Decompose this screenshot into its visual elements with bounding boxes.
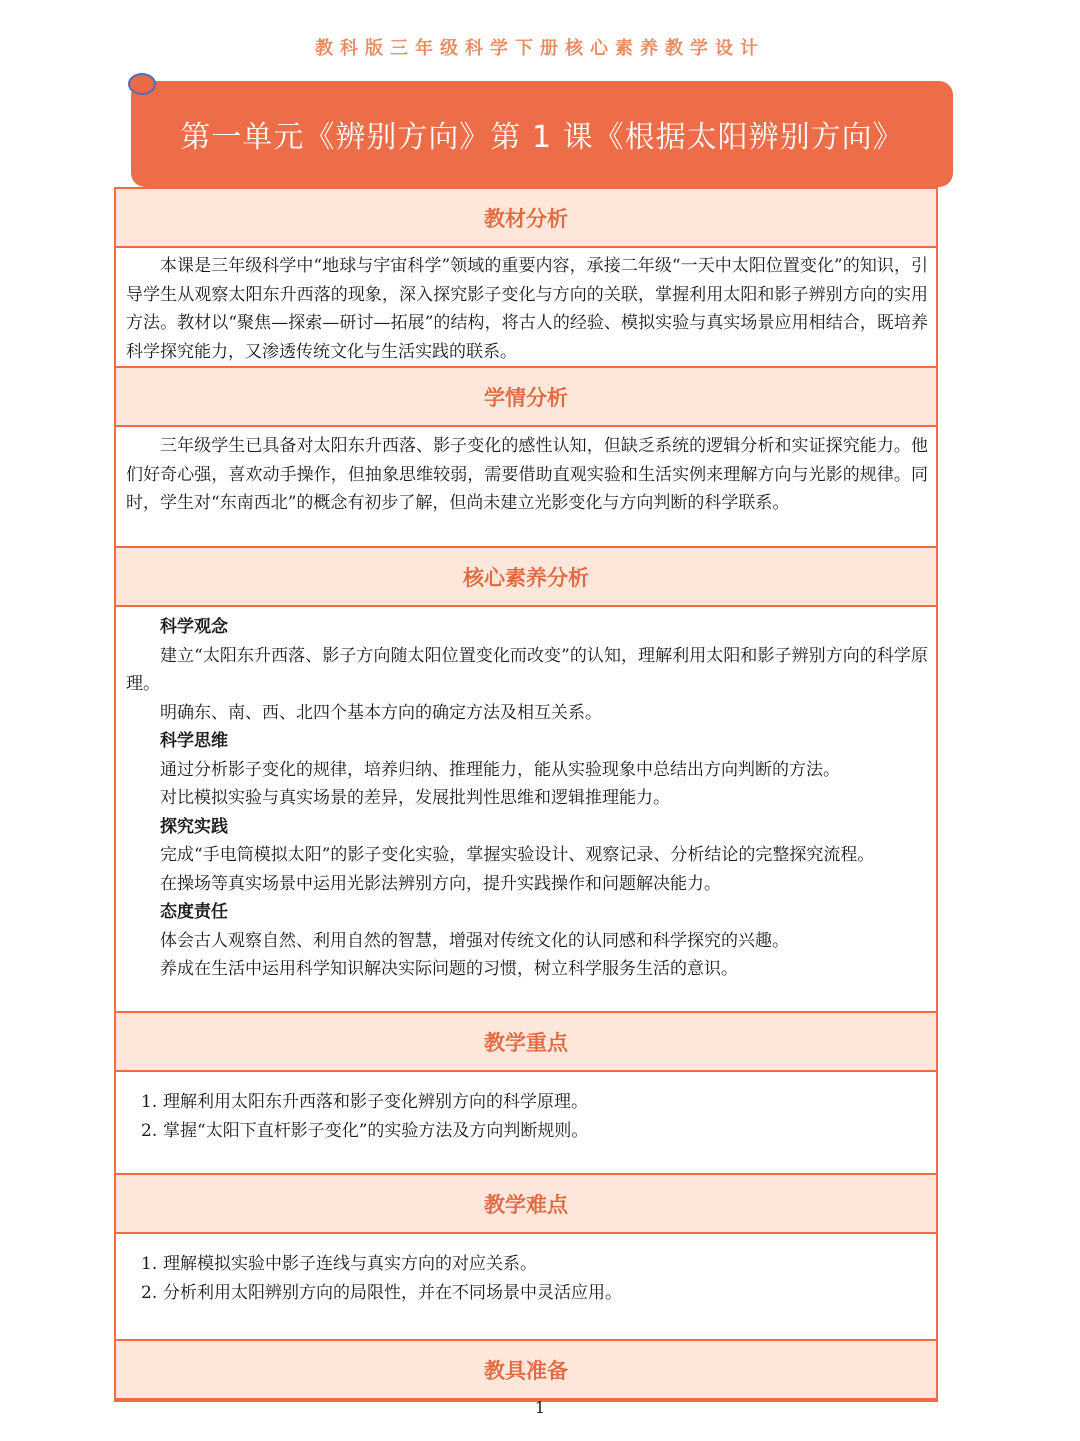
subheading-attitude-responsibility: 态度责任 (160, 902, 228, 922)
competency-paragraph: 通过分析影子变化的规律，培养归纳、推理能力，能从实验现象中总结出方向判断的方法。 (160, 759, 840, 780)
section-heading-difficulties: 教学难点 (116, 1173, 936, 1234)
section-body-learner (116, 427, 936, 546)
difficulties-list (126, 1250, 928, 1307)
competency-paragraph: 体会古人观察自然、利用自然的智慧，增强对传统文化的认同感和科学探究的兴趣。 (160, 930, 789, 951)
page-title: 第一单元《辨别方向》第 1 课《根据太阳辨别方向》 (180, 120, 904, 155)
section-heading-materials-prep: 教具准备 (116, 1339, 936, 1400)
learner-paragraph: 三年级学生已具备对太阳东升西落、影子变化的感性认知，但缺乏系统的逻辑分析和实证探究能力。他们好奇心强，喜欢动手操作，但抽象思维较弱，需要借助直观实验和生活实例来理解方向与光影的规律。同时，学生对“东南西北”的概念有初步了解，但尚未建立光影变化与方向判断的科学联系。 (126, 436, 928, 513)
title-banner (131, 81, 953, 187)
competency-paragraph: 完成“手电筒模拟太阳”的影子变化实验，掌握实验设计、观察记录、分析结论的完整探究流程。 (160, 845, 875, 865)
list-item: 1. 理解利用太阳东升西落和影子变化辨别方向的科学原理。 (141, 1092, 588, 1112)
subheading-science-concept: 科学观念 (160, 617, 228, 637)
key-points-list (126, 1088, 928, 1145)
section-heading-competency: 核心素养分析 (116, 546, 936, 607)
section-body-competency (116, 607, 936, 1011)
list-item: 1. 理解模拟实验中影子连线与真实方向的对应关系。 (141, 1254, 537, 1274)
competency-paragraph: 养成在生活中运用科学知识解决实际问题的习惯，树立科学服务生活的意识。 (160, 959, 738, 979)
running-header: 教科版三年级科学下册核心素养教学设计 (315, 38, 765, 59)
section-heading-learner: 学情分析 (116, 366, 936, 427)
section-body-difficulties (116, 1234, 936, 1339)
competency-paragraph: 对比模拟实验与真实场景的差异，发展批判性思维和逻辑推理能力。 (160, 788, 670, 808)
section-heading-material: 教材分析 (116, 187, 936, 248)
competency-paragraph: 明确东、南、西、北四个基本方向的确定方法及相互关系。 (160, 702, 602, 723)
section-body-key-points (116, 1072, 936, 1173)
list-item: 2. 分析利用太阳辨别方向的局限性，并在不同场景中灵活应用。 (141, 1282, 622, 1303)
page-number: 1 (534, 1398, 546, 1417)
competency-paragraph: 建立“太阳东升西落、影子方向随太阳位置变化而改变”的认知，理解利用太阳和影子辨别方向的科学原理。 (126, 645, 928, 694)
material-paragraph: 本课是三年级科学中“地球与宇宙科学”领域的重要内容，承接二年级“一天中太阳位置变化”的知识，引导学生从观察太阳东升西落的现象，深入探究影子变化与方向的关联，掌握利用太阳和影子辨别方向的实用方法。教材以“聚焦—探索—研讨—拓展”的结构，将古人的经验、模拟实验与真实场景应用相结合，既培养科学探究能力，又渗透传统文化与生活实践的联系。 (126, 256, 928, 362)
section-body-material (116, 248, 936, 366)
subheading-science-thinking: 科学思维 (160, 731, 228, 751)
competency-paragraph: 在操场等真实场景中运用光影法辨别方向，提升实践操作和问题解决能力。 (160, 873, 721, 894)
lesson-table (114, 187, 938, 1402)
list-item: 2. 掌握“太阳下直杆影子变化”的实验方法及方向判断规则。 (141, 1120, 589, 1141)
circle-marker-icon (128, 73, 156, 95)
subheading-inquiry-practice: 探究实践 (160, 816, 228, 837)
section-heading-key-points: 教学重点 (116, 1011, 936, 1072)
